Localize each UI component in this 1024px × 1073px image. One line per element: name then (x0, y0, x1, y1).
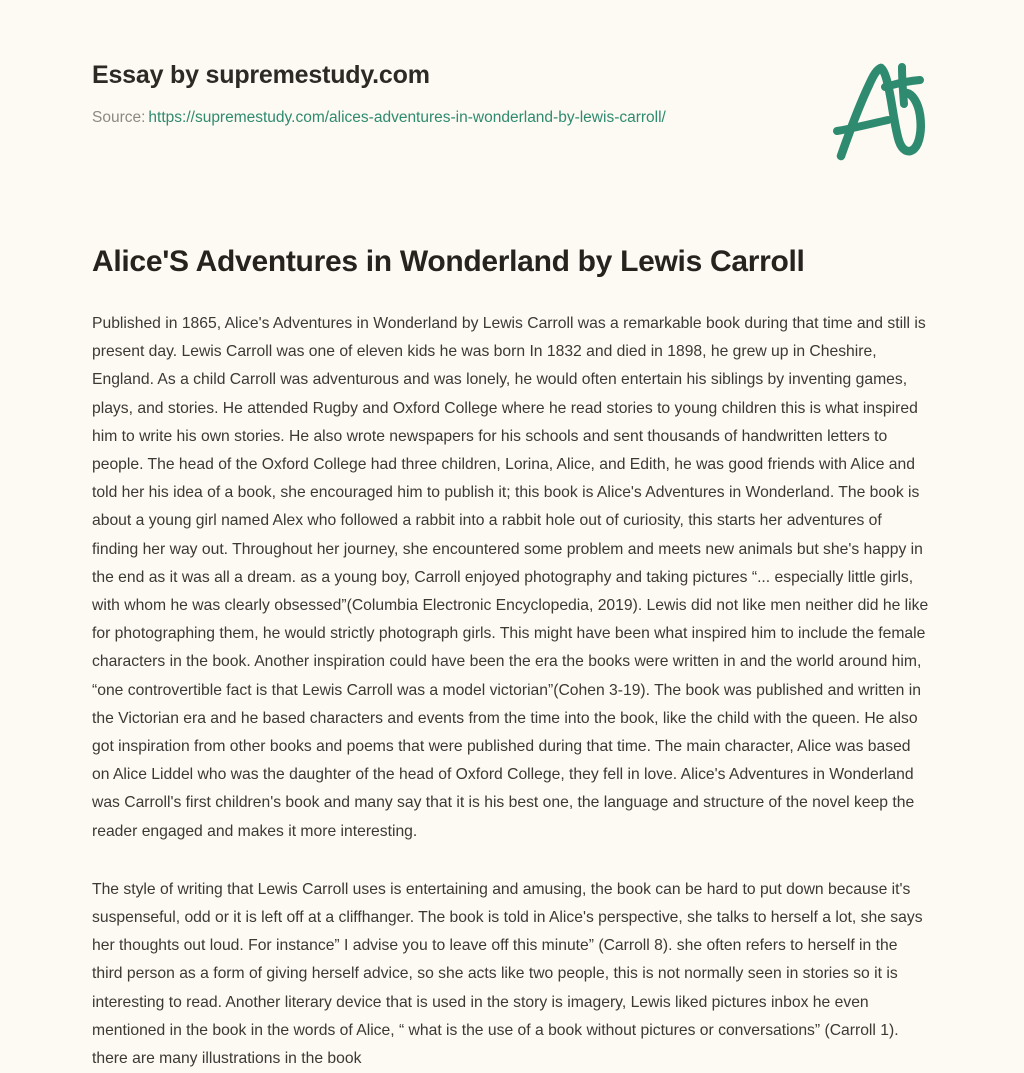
essay-body (92, 310, 930, 1073)
source-line (92, 108, 932, 128)
source-url-link[interactable]: https://supremestudy.com/alices-adventures-in-wonderland-by-lewis-carroll/ (148, 109, 666, 126)
paragraph: The style of writing that Lewis Carroll uses is entertaining and amusing, the book can be hard to put down because it's suspenseful, odd or it is left off at a cliffhanger. The book is told in Alice's perspective, she talks to herself a lot, she says her thoughts out loud. For instance” I advise you to leave off this minute” (Carroll 8). she often refers to herself in the third person as a form of giving herself advice, so she acts like two people, this is not normally seen in stories so it is interesting to read. Another literary device that is used in the story is imagery, Lewis liked pictures inbox he even mentioned in the book in the words of Alice, “ what is the use of a book without pictures or conversations” (Carroll 1). there are many illustrations in the book (92, 880, 923, 1068)
page-header (92, 60, 932, 128)
page-title: Alice'S Adventures in Wonderland by Lewis Carroll (92, 245, 805, 278)
paragraph: Published in 1865, Alice's Adventures in Wonderland by Lewis Carroll was a remarkable book during that time and still is present day. Lewis Carroll was one of eleven kids he was born In 1832 and died in 1898, he grew up in Cheshire, England. As a child Carroll was adventurous and was lonely, he would often entertain his siblings by inventing games, plays, and stories. He attended Rugby and Oxford College where he read stories to young children this is what inspired him to write his own stories. He also wrote newspapers for his schools and sent thousands of handwritten letters to people. The head of the Oxford College had three children, Lorina, Alice, and Edith, he was good friends with Alice and told her his idea of a book, she encouraged him to publish it; this book is Alice's Adventures in Wonderland. The book is about a young girl named Alex who followed a rabbit into a rabbit hole out of curiosity, this starts her adventures of finding her way out. Throughout her journey, she encountered some problem and meets new animals but she's happy in the end as it was all a dream. as a young boy, Carroll enjoyed photography and taking pictures “... especially little girls, with whom he was clearly obsessed”(Columbia Electronic Encyclopedia, 2019). Lewis did not like men neither did he like for photographing them, he would strictly photograph girls. This might have been what inspired him to include the female characters in the book. Another inspiration could have been the era the books were written in and the world around him, “one controvertible fact is that Lewis Carroll was a model victorian”(Cohen 3-19). The book was published and written in the Victorian era and he based characters and events from the time into the book, like the child with the queen. He also got inspiration from other books and poems that were published during that time. The main character, Alice was based on Alice Liddel who was the daughter of the head of Oxford College, they fell in love. Alice's Adventures in Wonderland was Carroll's first children's book and many say that it is his best one, the language and structure of the novel keep the reader engaged and makes it more interesting. (92, 315, 929, 840)
essay-by-heading: Essay by supremestudy.com (92, 61, 430, 89)
source-label: Source: (92, 109, 146, 126)
brand-logo[interactable] (828, 52, 932, 172)
a-plus-logo-icon (828, 52, 932, 172)
